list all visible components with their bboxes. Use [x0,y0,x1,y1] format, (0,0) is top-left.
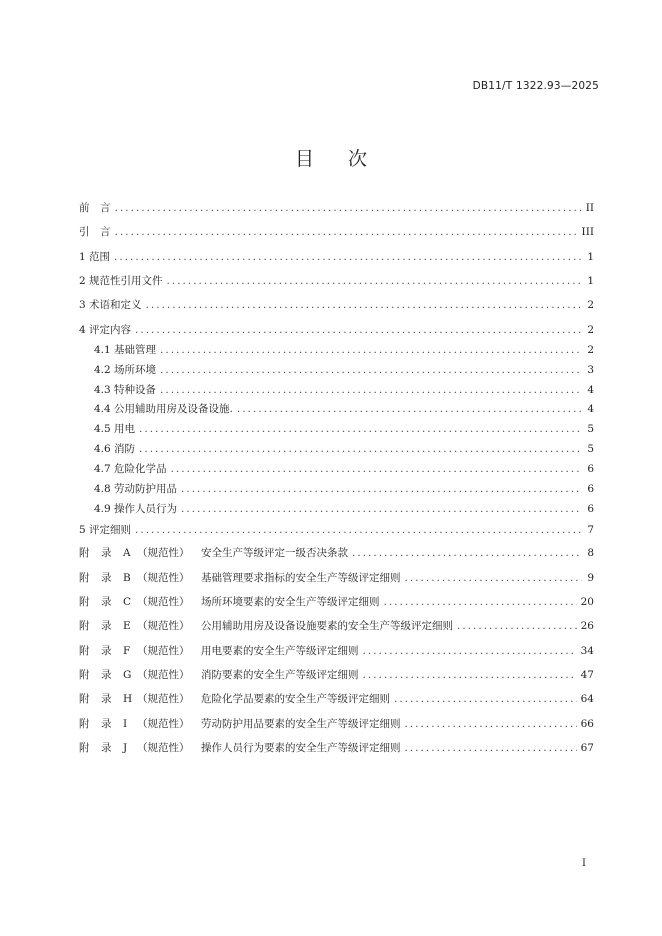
toc-entry-page: 2 [587,344,594,356]
appendix-type: （规范性） [137,620,190,632]
toc-subentry-4-7[interactable] [94,462,594,476]
appendix-label [79,692,390,706]
appendix-title: 基础管理要求指标的安全生产等级评定细则 [201,572,401,584]
appendix-label [79,668,359,682]
leader-dots [384,595,577,609]
appendix-title: 操作人员行为要素的安全生产等级评定细则 [201,742,401,754]
toc-entry-page: 2 [587,299,594,311]
toc-entry-page: 7 [587,524,594,536]
toc-appendix-b[interactable] [79,571,594,585]
toc-appendix-f[interactable] [79,644,594,658]
toc-entry-page: 64 [580,693,594,705]
toc-entry-label: 3 术语和定义 [79,299,142,311]
appendix-letter: E [123,620,131,632]
leader-dots [115,225,578,239]
appendix-prefix-lu: 录 [101,742,112,754]
appendix-prefix-lu: 录 [101,620,112,632]
toc-entry-label: 4.9 操作人员行为 [94,503,178,515]
appendix-type: （规范性） [137,718,190,730]
toc-entry-page: II [585,202,594,214]
leader-dots [114,250,582,264]
toc-entry-page: 5 [587,423,594,435]
leader-dots [405,741,577,755]
leader-dots [457,619,577,633]
toc-entry-page: 67 [580,742,594,754]
toc-entry-page: 3 [587,364,594,376]
toc-entry-page: 8 [587,547,594,559]
appendix-type: （规范性） [137,572,190,584]
toc-entry-introduction[interactable] [79,225,594,239]
toc-entry-page: 20 [580,596,594,608]
toc-subentry-4-5[interactable] [94,422,594,436]
document-code: DB11/T 1322.93—2025 [472,80,599,92]
leader-dots [181,502,582,516]
toc-entry-page: 6 [587,483,594,495]
appendix-letter: G [123,669,132,681]
page-number: I [582,858,586,869]
appendix-prefix-lu: 录 [101,596,112,608]
leader-dots [160,363,582,377]
toc-appendix-c[interactable] [79,595,594,609]
appendix-letter: I [123,718,128,730]
toc-entry-foreword[interactable] [79,201,594,215]
toc-appendix-j[interactable] [79,741,594,755]
toc-entry-label: 4.7 危险化学品 [94,463,167,475]
toc-entry-page: 9 [587,572,594,584]
leader-dots [171,462,582,476]
appendix-label [79,717,401,731]
appendix-letter: A [123,547,131,559]
appendix-type: （规范性） [137,596,190,608]
toc-entry-label: 1 范围 [79,251,111,263]
toc-subentry-4-6[interactable] [94,442,594,456]
appendix-prefix-fu: 附 [79,742,90,754]
appendix-prefix-fu: 附 [79,693,90,705]
appendix-type: （规范性） [137,669,190,681]
toc-subentry-4-1[interactable] [94,343,594,357]
leader-dots [394,692,577,706]
toc-entry-terms-definitions[interactable] [79,298,594,312]
appendix-label [79,644,359,658]
toc-entry-page: 47 [580,669,594,681]
toc-appendix-i[interactable] [79,717,594,731]
leader-dots [405,571,583,585]
toc-entry-page: 4 [587,384,594,396]
toc-entry-label: 4.5 用电 [94,423,136,435]
toc-subentry-4-3[interactable] [94,383,594,397]
appendix-prefix-fu: 附 [79,596,90,608]
appendix-label [79,571,401,585]
toc-entry-label: 4.3 特种设备 [94,384,157,396]
toc-entry-label: 4.8 劳动防护用品 [94,483,178,495]
toc-subentry-4-9[interactable] [94,502,594,516]
appendix-letter: H [123,693,133,705]
appendix-prefix-lu: 录 [101,718,112,730]
toc-entry-label: 2 规范性引用文件 [79,275,163,287]
toc-entry-page: 34 [580,645,594,657]
toc-entry-label: 4.2 场所环境 [94,364,157,376]
appendix-title: 场所环境要素的安全生产等级评定细则 [201,596,380,608]
appendix-prefix-fu: 附 [79,669,90,681]
appendix-title: 公用辅助用房及设备设施要素的安全生产等级评定细则 [201,620,453,632]
appendix-title: 用电要素的安全生产等级评定细则 [201,645,359,657]
leader-dots [363,644,577,658]
appendix-prefix-fu: 附 [79,645,90,657]
toc-entry-scope[interactable] [79,250,594,264]
appendix-type: （规范性） [137,693,190,705]
leader-dots [139,422,582,436]
toc-entry-evaluation-rules[interactable] [79,523,594,537]
appendix-letter: F [123,645,131,657]
appendix-type: （规范性） [137,645,190,657]
leader-dots [160,383,582,397]
toc-subentry-4-2[interactable] [94,363,594,377]
leader-dots [181,482,582,496]
appendix-letter: J [123,742,128,754]
leader-dots [135,523,582,537]
toc-entry-page: 66 [580,718,594,730]
toc-entry-label: 引 言 [79,226,111,238]
appendix-prefix-lu: 录 [101,669,112,681]
appendix-label [79,619,453,633]
appendix-prefix-lu: 录 [101,645,112,657]
leader-dots [352,546,582,560]
toc-appendix-e[interactable] [79,619,594,633]
toc-entry-page: 1 [587,251,594,263]
appendix-type: （规范性） [137,547,190,559]
appendix-type: （规范性） [137,742,190,754]
leader-dots [160,343,582,357]
appendix-label [79,741,401,755]
appendix-label [79,546,348,560]
toc-appendix-h[interactable] [79,692,594,706]
toc-entry-page: 4 [587,403,594,415]
toc-entry-label: 5 评定细则 [79,524,132,536]
toc-entry-page: III [581,226,594,238]
toc-entry-label: 4 评定内容 [79,324,132,336]
toc-subentry-4-4[interactable] [94,402,594,416]
appendix-title: 危险化学品要素的安全生产等级评定细则 [201,693,390,705]
appendix-letter: B [123,572,131,584]
toc-entry-page: 2 [587,324,594,336]
appendix-title: 安全生产等级评定一级否决条款 [201,547,348,559]
leader-dots [115,201,582,215]
appendix-title: 劳动防护用品要素的安全生产等级评定细则 [201,718,401,730]
page-title: 目 次 [294,148,382,170]
appendix-title: 消防要素的安全生产等级评定细则 [201,669,359,681]
toc-subentry-4-8[interactable] [94,482,594,496]
toc-entry-page: 6 [587,463,594,475]
leader-dots [167,274,582,288]
appendix-prefix-fu: 附 [79,620,90,632]
toc-entry-evaluation-content[interactable] [79,323,594,337]
leader-dots [237,402,582,416]
appendix-label [79,595,380,609]
toc-entry-label: 前 言 [79,202,111,214]
toc-entry-label: 4.6 消防 [94,443,136,455]
appendix-prefix-lu: 录 [101,547,112,559]
toc-entry-label: 4.4 公用辅助用房及设备设施. [94,403,233,415]
leader-dots [363,668,577,682]
toc-appendix-g[interactable] [79,668,594,682]
appendix-prefix-lu: 录 [101,572,112,584]
toc-appendix-a[interactable] [79,546,594,560]
toc-entry-page: 1 [587,275,594,287]
appendix-prefix-fu: 附 [79,718,90,730]
toc-entry-page: 26 [580,620,594,632]
toc-entry-page: 6 [587,503,594,515]
toc-entry-page: 5 [587,443,594,455]
toc-entry-label: 4.1 基础管理 [94,344,157,356]
leader-dots [135,323,582,337]
leader-dots [139,442,582,456]
appendix-prefix-fu: 附 [79,572,90,584]
leader-dots [405,717,577,731]
appendix-prefix-fu: 附 [79,547,90,559]
toc-entry-normative-references[interactable] [79,274,594,288]
appendix-prefix-lu: 录 [101,693,112,705]
leader-dots [146,298,582,312]
appendix-letter: C [123,596,132,608]
